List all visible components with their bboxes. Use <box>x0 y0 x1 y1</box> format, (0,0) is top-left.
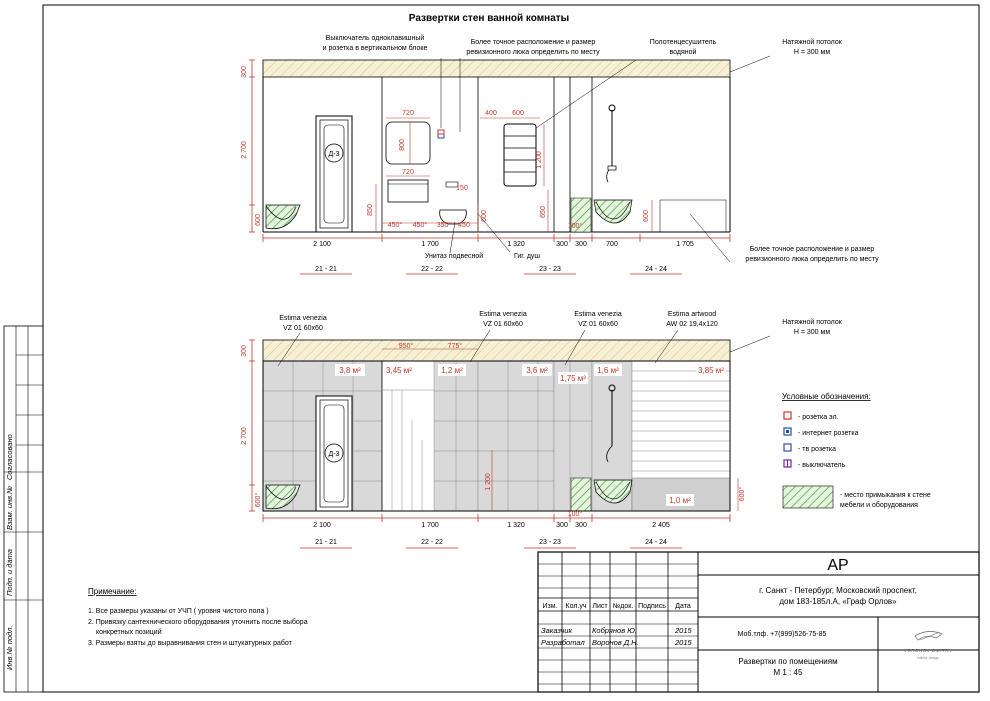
dim-450b: 450° <box>412 222 428 229</box>
legend-hatch-icon <box>783 486 833 508</box>
tb-phone: Моб.тлф. +7(999)526-75-85 <box>737 631 827 638</box>
dim-650: 650 <box>540 206 547 218</box>
logo-text-2: interior design <box>917 656 939 660</box>
dim-300-bottom: 300 <box>241 345 248 357</box>
ceiling-band-bottom <box>263 340 730 361</box>
legend-tv-icon <box>784 444 791 451</box>
drawing-title: Развертки стен ванной комнаты <box>408 13 570 24</box>
label-estima2-1: Estima venezia <box>479 311 527 318</box>
dim-500: 600 <box>481 210 488 222</box>
tb-year-1: 2015 <box>675 626 692 635</box>
section-22-bottom: 22 - 22 <box>421 539 443 546</box>
legend-socket: - розетка эл. <box>798 414 839 421</box>
area-3-45: 3,45 м² <box>386 366 412 375</box>
section-22-top: 22 - 22 <box>421 266 443 273</box>
label-towel-1: Полотенцесушитель <box>649 39 717 46</box>
label-estima3-2: VZ 01 60x60 <box>578 321 618 328</box>
dim-800: 800 <box>399 139 406 151</box>
label-ceiling-top-1: Натяжной потолок <box>782 39 842 46</box>
tb-col-izm: Изм. <box>542 603 558 610</box>
area-3-8: 3,8 м² <box>339 366 361 375</box>
dim-1200-bottom: 1 200 <box>485 473 492 491</box>
legend-title: Условные обозначения: <box>782 392 871 401</box>
legend-internet: - интернет розетка <box>798 430 859 437</box>
base-1700-bottom: 1 700 <box>421 522 439 529</box>
legend-switch: - выключатель <box>798 462 846 469</box>
tb-year-2: 2015 <box>675 638 692 647</box>
label-ceiling-bottom-1: Натяжной потолок <box>782 319 842 326</box>
tb-name-1: Кобрянов Ю. <box>592 626 637 635</box>
towel-rail-top <box>504 124 536 186</box>
legend-tv: - тв розетка <box>798 446 836 453</box>
ceiling-band-top <box>263 60 730 77</box>
dim-850: 850 <box>367 204 374 216</box>
dim-100-bottom: 100° <box>567 511 583 518</box>
dim-600-right-bottom: 600° <box>739 486 746 502</box>
notes-title: Примечание: <box>88 587 137 596</box>
tb-col-doc: №док. <box>612 603 634 610</box>
tb-role-2: Разработал <box>541 638 585 647</box>
label-hatch2-1: Более точное расположение и размер <box>749 246 875 253</box>
tb-address-2: дом 183-185л.А, «Граф Орлов» <box>779 597 897 606</box>
dim-600-bottom: 600° <box>255 492 262 508</box>
note-2: 2. Привязку сантехнического оборудования уточнить после выбора <box>88 619 308 626</box>
dim-2700-bottom: 2 700 <box>241 427 248 445</box>
bottom-elevation <box>241 311 843 548</box>
stamp-agreed: Согласовано <box>5 434 14 480</box>
label-estima1-1: Estima venezia <box>279 315 327 322</box>
section-23-bottom: 23 - 23 <box>539 539 561 546</box>
base-1320-top: 1 320 <box>507 241 525 248</box>
tb-role-1: Заказчик <box>541 626 572 635</box>
tb-name-2: Воронов Д.Н. <box>592 638 639 647</box>
dim-100-top: 100° <box>567 223 583 230</box>
section-21-top: 21 - 21 <box>315 266 337 273</box>
label-ceiling-top-2: H = 300 мм <box>793 49 831 56</box>
dim-400: 400 <box>485 110 497 117</box>
dim-720a: 720 <box>402 110 414 117</box>
legend-hatch-2: мебели и оборудования <box>840 502 918 509</box>
dim-1200: 1 200 <box>536 151 543 169</box>
door-tag-top: Д-3 <box>328 151 340 158</box>
door-bottom <box>316 396 352 511</box>
base-300a-bottom: 300 <box>556 522 568 529</box>
label-estima3-1: Estima venezia <box>574 311 622 318</box>
base-300b-top: 300 <box>575 241 587 248</box>
vanity-top <box>388 180 428 202</box>
side-stamp <box>4 326 43 692</box>
label-toilet: Унитаз подвесной <box>424 253 484 260</box>
label-estima1-2: VZ 01 60x60 <box>283 325 323 332</box>
dim-2700-top: 2 700 <box>241 141 248 159</box>
tb-scale: М 1 : 45 <box>773 668 803 677</box>
base-1320-bottom: 1 320 <box>507 522 525 529</box>
dim-150: 150 <box>456 185 468 192</box>
label-estima4-1: Estima artwood <box>667 311 717 318</box>
mirror-top <box>386 122 430 164</box>
stamp-inv: Инв.№ подл. <box>5 625 14 670</box>
title-block <box>538 552 979 692</box>
dim-720b: 720 <box>402 169 414 176</box>
dim-600w: 600 <box>512 110 524 117</box>
tb-col-list: Лист <box>592 603 608 610</box>
logo-text-1: VORONOV DMITRY <box>903 648 953 653</box>
top-section-marks <box>300 266 682 274</box>
base-1700-top: 1 700 <box>421 241 439 248</box>
tb-col-kol: Кол.уч <box>565 603 587 610</box>
dim-775: 775° <box>447 343 463 350</box>
dim-450c: 450 <box>458 222 470 229</box>
label-towel-2: водяной <box>669 49 697 56</box>
tb-col-date: Дата <box>675 603 691 610</box>
top-dimensions <box>241 60 730 248</box>
shower-top <box>607 105 616 182</box>
base-300b-bottom: 300 <box>575 522 587 529</box>
base-2100-bottom: 2 100 <box>313 522 331 529</box>
legend <box>782 392 931 509</box>
door-tag-bottom: Д-3 <box>328 451 340 458</box>
tb-code: АР <box>827 557 849 574</box>
area-1-75: 1,75 м² <box>560 374 586 383</box>
note-3: 3. Размеры взяты до выравнивания стен и штукатурных работ <box>88 640 292 647</box>
label-hatch2-2: ревизионного люка определить по месту <box>745 256 879 263</box>
area-3-6: 3,6 м² <box>526 366 548 375</box>
dim-600-top: 600 <box>255 214 262 226</box>
dim-350: 350° <box>436 222 452 229</box>
base-2100-top: 2 100 <box>313 241 331 248</box>
area-1-6: 1,6 м² <box>597 366 619 375</box>
label-ceiling-bottom-2: H = 300 мм <box>793 329 831 336</box>
dim-450a: 450° <box>387 222 403 229</box>
label-switch-2: и розетка в вертикальном блоке <box>322 45 428 52</box>
stamp-replace: Взам. инв.№ <box>5 485 14 530</box>
tb-col-sign: Подпись <box>638 603 666 610</box>
note-2b: конкретных позиций <box>96 629 162 636</box>
tb-sheet-title: Развертки по помещениям <box>738 657 838 666</box>
section-24-bottom: 24 - 24 <box>645 539 667 546</box>
label-shower: Гиг. душ <box>513 253 541 260</box>
section-24-top: 24 - 24 <box>645 266 667 273</box>
label-hatch1-2: ревизионного люка определить по месту <box>466 49 600 56</box>
note-1: 1. Все размеры указаны от УЧП ( уровня чистого пола ) <box>88 608 269 615</box>
designer-logo <box>904 631 952 660</box>
tb-address-1: г. Санкт - Петербург, Московский проспект, <box>759 586 917 595</box>
legend-hatch-1: - место примыкания к стене <box>840 492 931 499</box>
base-2405-bottom: 2 405 <box>652 522 670 529</box>
base-700-top: 700 <box>606 241 618 248</box>
section-23-top: 23 - 23 <box>539 266 561 273</box>
label-estima4-2: AW 02 19,4x120 <box>666 321 718 328</box>
bottom-section-marks <box>300 539 682 548</box>
stamp-sign-date: Подп. и дата <box>5 549 14 596</box>
area-1-2: 1,2 м² <box>441 366 463 375</box>
dim-300-top: 300 <box>241 66 248 78</box>
area-3-85: 3,85 м² <box>698 366 724 375</box>
label-switch-1: Выключатель одноклавишный <box>325 35 425 42</box>
label-estima2-2: VZ 01 60x60 <box>483 321 523 328</box>
door-top <box>316 116 352 232</box>
base-1705-top: 1 705 <box>676 241 694 248</box>
section-21-bottom: 21 - 21 <box>315 539 337 546</box>
top-elevation <box>241 34 879 274</box>
dim-950: 950° <box>398 343 414 350</box>
area-1-0: 1,0 м² <box>669 496 691 505</box>
label-hatch1-1: Более точное расположение и размер <box>470 39 596 46</box>
notes <box>88 587 308 647</box>
legend-socket-icon <box>784 412 791 419</box>
dim-600-right: 600 <box>643 210 650 222</box>
base-300a-top: 300 <box>556 241 568 248</box>
